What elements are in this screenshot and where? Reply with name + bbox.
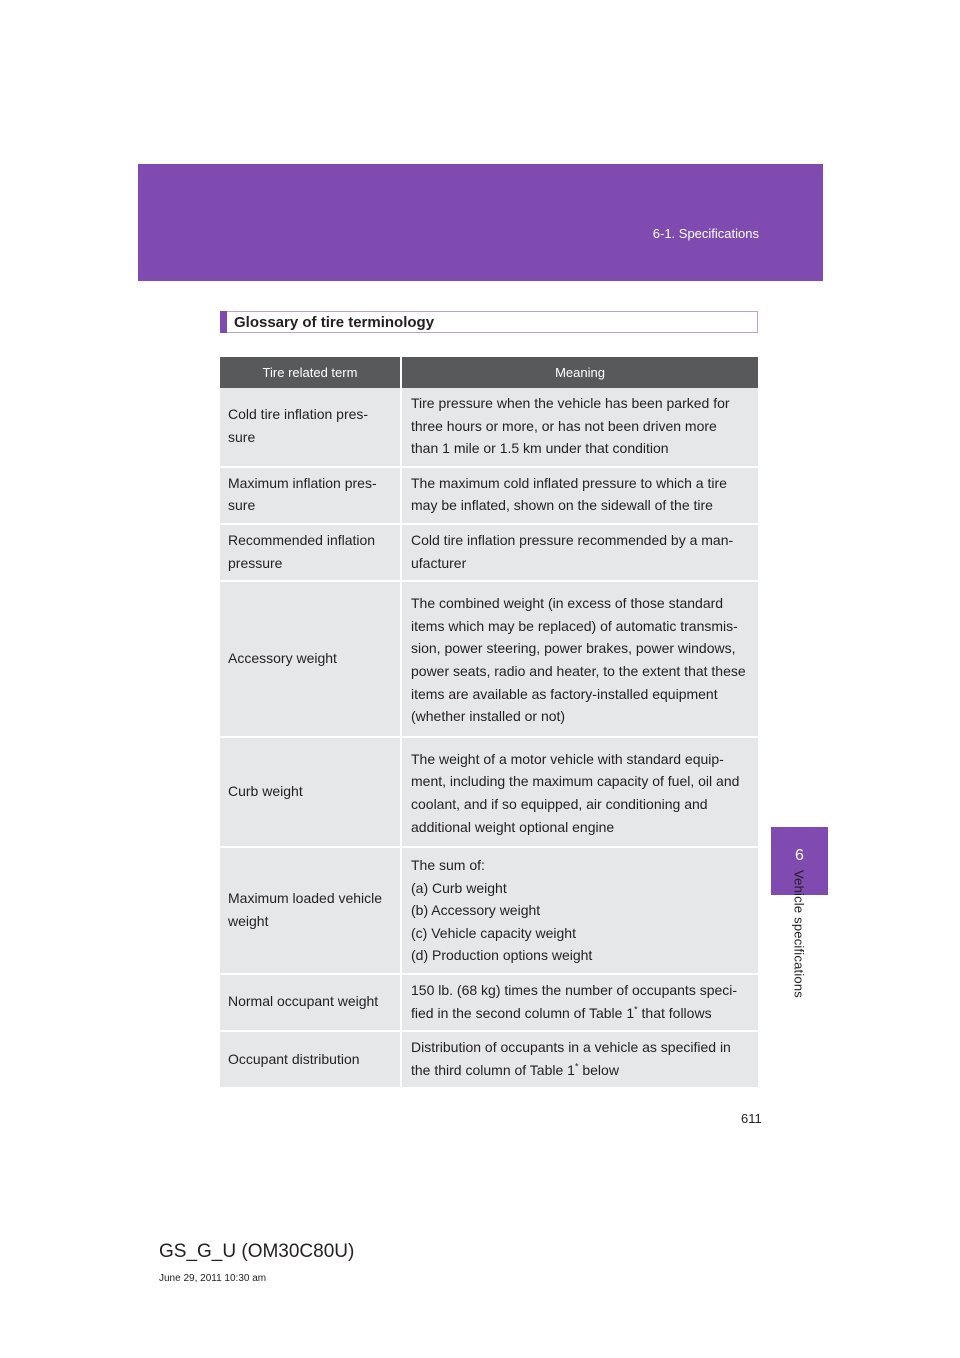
- term-cell: [220, 848, 402, 975]
- column-header-term: Tire related term: [220, 357, 402, 388]
- meaning-cell: [402, 975, 758, 1032]
- table-row: [220, 738, 758, 848]
- term-cell: [220, 468, 402, 525]
- term-text: Maximum inflation pres-: [228, 474, 377, 491]
- term-text: Occupant distribution: [228, 1050, 360, 1067]
- term-text: sure: [228, 428, 256, 445]
- meaning-text: [411, 1002, 755, 1025]
- meaning-text: may be inflated, shown on the sidewall of the tire: [411, 497, 713, 514]
- meaning-cell: [402, 582, 758, 738]
- meaning-text-part: fied in the second column of Table 1: [411, 1004, 635, 1021]
- meaning-text: 150 lb. (68 kg) times the number of occupants speci-: [411, 982, 738, 999]
- meaning-text: three hours or more, or has not been driven more: [411, 417, 717, 434]
- meaning-text: (c) Vehicle capacity weight: [411, 924, 576, 941]
- glossary-heading-text: Glossary of tire terminology: [234, 314, 435, 331]
- table-row: [220, 582, 758, 738]
- term-cell: [220, 525, 402, 582]
- term-text: Accessory weight: [228, 649, 337, 666]
- meaning-text: (whether installed or not): [411, 708, 566, 725]
- term-text: Recommended inflation: [228, 531, 376, 548]
- meaning-text: ufacturer: [411, 554, 467, 571]
- meaning-text: items which may be replaced) of automatic transmis-: [411, 617, 738, 634]
- meaning-text: (b) Accessory weight: [411, 902, 541, 919]
- meaning-text: The combined weight (in excess of those standard: [411, 595, 724, 612]
- term-cell: [220, 582, 402, 738]
- meaning-text: Cold tire inflation pressure recommended by a man-: [411, 531, 734, 548]
- meaning-text-part: the third column of Table 1: [411, 1061, 575, 1078]
- meaning-cell: [402, 525, 758, 582]
- meaning-text: power seats, radio and heater, to the extent that these: [411, 662, 746, 679]
- chapter-number: 6: [795, 847, 804, 864]
- document-code: GS_G_U (OM30C80U): [159, 1241, 355, 1262]
- meaning-text: additional weight optional engine: [411, 818, 615, 835]
- meaning-cell: [402, 1032, 758, 1089]
- term-text: sure: [228, 497, 256, 514]
- section-title: 6-1. Specifications: [652, 226, 759, 241]
- meaning-cell: [402, 848, 758, 975]
- table-row: [220, 975, 758, 1032]
- meaning-text: ment, including the maximum capacity of fuel, oil and: [411, 773, 740, 790]
- footnote-mark: *: [574, 1061, 579, 1072]
- page-number: 611: [741, 1111, 762, 1126]
- meaning-cell: [402, 468, 758, 525]
- footnote-mark: *: [634, 1004, 638, 1014]
- term-text: pressure: [228, 554, 283, 571]
- term-text: Cold tire inflation pres-: [228, 406, 369, 423]
- heading-accent-bar: [220, 311, 227, 333]
- meaning-text: sion, power steering, power brakes, power windows,: [411, 640, 736, 657]
- meaning-text-part: below: [582, 1061, 619, 1078]
- meaning-text: The maximum cold inflated pressure to which a tire: [411, 474, 727, 491]
- chapter-side-label: Vehicle specifications: [791, 870, 807, 998]
- meaning-cell: [402, 738, 758, 848]
- meaning-text: [411, 1059, 755, 1082]
- glossary-table: [220, 357, 758, 1089]
- meaning-text-part: that follows: [641, 1004, 712, 1021]
- meaning-text: The weight of a motor vehicle with standard equip-: [411, 750, 724, 767]
- term-cell: [220, 1032, 402, 1089]
- meaning-text: items are available as factory-installed equipment: [411, 685, 718, 702]
- meaning-text: The sum of:: [411, 857, 485, 874]
- meaning-cell: [402, 388, 758, 468]
- table-row: [220, 388, 758, 468]
- glossary-heading: [220, 311, 758, 333]
- term-text: Curb weight: [228, 782, 303, 799]
- meaning-text: than 1 mile or 1.5 km under that condition: [411, 440, 669, 457]
- term-cell: [220, 738, 402, 848]
- table-row: [220, 1032, 758, 1089]
- meaning-text: Distribution of occupants in a vehicle as specified in: [411, 1039, 731, 1056]
- meaning-text: coolant, and if so equipped, air conditioning and: [411, 795, 708, 812]
- table-header-row: [220, 357, 758, 388]
- term-text: Maximum loaded vehicle: [228, 889, 383, 906]
- column-header-meaning: Meaning: [402, 357, 758, 388]
- header-band: [138, 164, 823, 281]
- meaning-text: (a) Curb weight: [411, 879, 507, 896]
- term-cell: [220, 388, 402, 468]
- document-date: June 29, 2011 10:30 am: [159, 1273, 267, 1284]
- table-row: [220, 525, 758, 582]
- term-text: weight: [228, 912, 269, 929]
- table-row: [220, 848, 758, 975]
- meaning-text: Tire pressure when the vehicle has been parked for: [411, 395, 730, 411]
- term-cell: [220, 975, 402, 1032]
- term-text: Normal occupant weight: [228, 993, 379, 1010]
- table-row: [220, 468, 758, 525]
- meaning-text: (d) Production options weight: [411, 947, 593, 964]
